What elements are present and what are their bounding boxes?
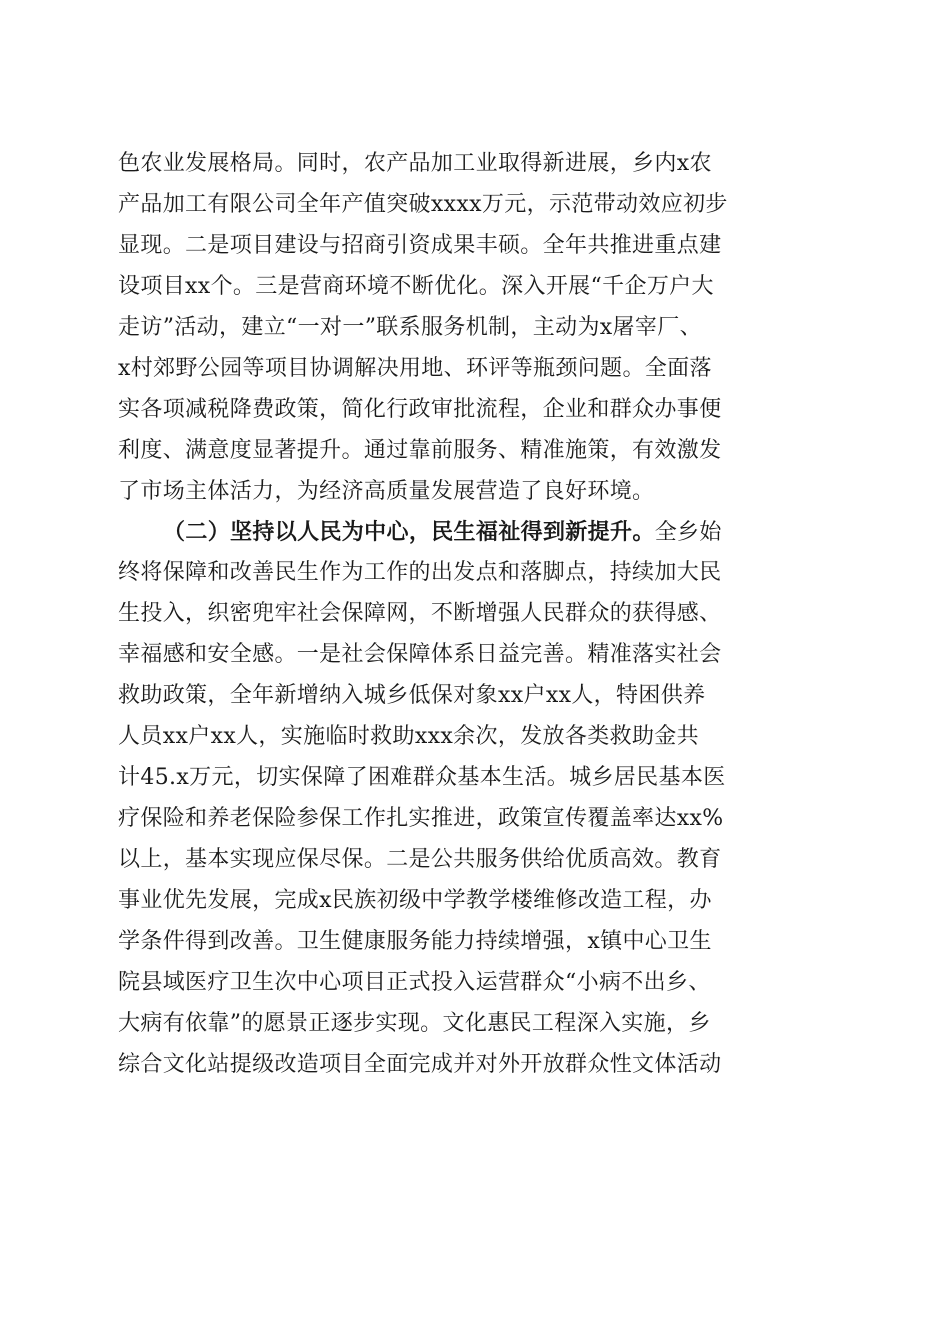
text-line: 利度、满意度显著提升。通过靠前服务、精准施策，有效激发 [118, 437, 722, 463]
section-2-first-line-rest: 全乡始 [654, 520, 722, 546]
text-line: 事业优先发展，完成x民族初级中学教学楼维修改造工程，办 [118, 887, 712, 913]
text-line: 人员xx户xx人，实施临时救助xxx余次，发放各类救助金共 [118, 724, 700, 750]
text-line: 以上，基本实现应保尽保。二是公共服务供给优质高效。教育 [118, 846, 722, 872]
text-line: 色农业发展格局。同时，农产品加工业取得新进展，乡内x农 [118, 151, 712, 176]
body-text [118, 144, 830, 1086]
text-line: x村郊野公园等项目协调解决用地、环评等瓶颈问题。全面落 [118, 355, 712, 381]
section-2-heading: （二）坚持以人民为中心，民生福祉得到新提升。 [163, 519, 655, 546]
text-line: 计45.x万元，切实保障了困难群众基本生活。城乡居民基本医 [118, 765, 726, 791]
text-line: 走访”活动，建立“一对一”联系服务机制，主动为x屠宰厂、 [118, 314, 702, 340]
text-line: 学条件得到改善。卫生健康服务能力持续增强，x镇中心卫生 [118, 928, 712, 954]
text-line: 实各项减税降费政策，简化行政审批流程，企业和群众办事便 [118, 396, 722, 422]
text-line: 终将保障和改善民生作为工作的出发点和落脚点，持续加大民 [118, 560, 722, 586]
text-line: 了市场主体活力，为经济高质量发展营造了良好环境。 [118, 478, 655, 504]
text-line: 设项目xx个。三是营商环境不断优化。深入开展“千企万户大 [118, 273, 714, 299]
text-line: 疗保险和养老保险参保工作扎实推进，政策宣传覆盖率达xx% [118, 806, 724, 831]
text-line: 显现。二是项目建设与招商引资成果丰硕。全年共推进重点建 [118, 232, 722, 258]
text-line: 生投入，织密兜牢社会保障网，不断增强人民群众的获得感、 [118, 601, 722, 627]
section-2-first-line [118, 512, 830, 553]
text-line: 综合文化站提级改造项目全面完成并对外开放群众性文体活动 [118, 1051, 722, 1077]
text-line: 产品加工有限公司全年产值突破xxxx万元，示范带动效应初步 [118, 191, 728, 217]
text-line: 救助政策，全年新增纳入城乡低保对象xx户xx人，特困供养 [118, 683, 706, 709]
text-line: 大病有依靠”的愿景正逐步实现。文化惠民工程深入实施，乡 [118, 1010, 711, 1036]
text-line: 院县域医疗卫生次中心项目正式投入运营群众“小病不出乡、 [118, 969, 711, 995]
text-line: 幸福感和安全感。一是社会保障体系日益完善。精准落实社会 [118, 642, 722, 668]
